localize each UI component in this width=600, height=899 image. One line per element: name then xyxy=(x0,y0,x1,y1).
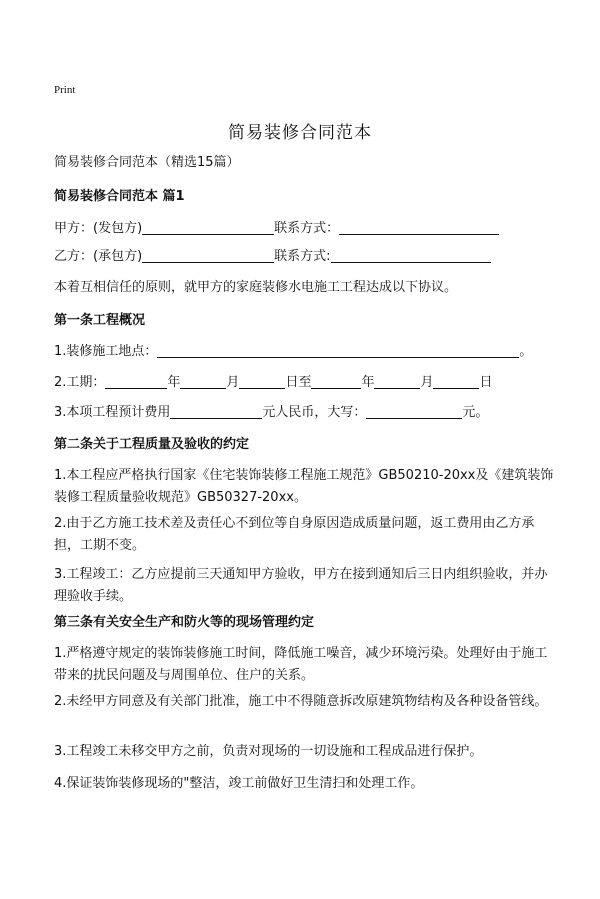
intro-paragraph: 本着互相信任的原则，就甲方的家庭装修水电施工工程达成以下协议。 xyxy=(54,280,458,295)
section1-item1 xyxy=(54,341,532,363)
article-heading: 简易装修合同范本 篇1 xyxy=(54,189,185,204)
end-day-blank xyxy=(433,374,479,389)
party-a-name-blank xyxy=(142,220,274,235)
cost-capital-blank xyxy=(366,404,462,419)
day-label: 日 xyxy=(479,375,493,390)
start-year-blank xyxy=(105,374,167,389)
party-b-name-blank xyxy=(142,248,274,263)
section3-paragraph4: 4.保证装饰装修现场的"整洁，竣工前做好卫生清扫和处理工作。 xyxy=(54,776,424,791)
section1-item3 xyxy=(54,402,488,424)
party-b-contact-label: 联系方式: xyxy=(274,249,331,264)
cost-end: 元。 xyxy=(462,405,489,420)
day-to-label: 日至 xyxy=(285,375,312,390)
start-day-blank xyxy=(239,374,285,389)
section1-item2 xyxy=(54,372,493,394)
party-b-line xyxy=(54,246,491,268)
site-end: 。 xyxy=(519,344,533,359)
section2-paragraph3: 3.工程竣工：乙方应提前三天通知甲方验收，甲方在接到通知后三日内组织验收，并办理验收手续。 xyxy=(54,567,548,604)
start-month-blank xyxy=(180,374,226,389)
cost-amount-blank xyxy=(170,404,262,419)
party-a-label: 甲方：(发包方) xyxy=(54,221,143,236)
section1-heading: 第一条工程概况 xyxy=(54,313,146,328)
party-a-line xyxy=(54,218,499,240)
year-label: 年 xyxy=(167,375,181,390)
party-a-contact-blank xyxy=(339,220,499,235)
party-b-label: 乙方：(承包方) xyxy=(54,249,143,264)
section2-paragraph2: 2.由于乙方施工技术差及责任心不到位等自身原因造成质量问题，返工费用由乙方承担，工期不变。 xyxy=(54,516,535,553)
section2-heading: 第二条关于工程质量及验收的约定 xyxy=(54,437,250,452)
print-label: Print xyxy=(54,84,76,96)
end-year-blank xyxy=(311,374,361,389)
site-label: 1.装修施工地点： xyxy=(54,344,158,359)
end-month-blank xyxy=(374,374,420,389)
duration-label: 2.工期： xyxy=(54,375,106,390)
month-label-2: 月 xyxy=(420,375,434,390)
document-title: 简易装修合同范本 xyxy=(228,123,372,143)
section2-paragraph1: 1.本工程应严格执行国家《住宅装饰装修工程施工规范》GB50210-20xx及《建筑装饰装修工程质量验收规范》GB50327-20xx。 xyxy=(54,468,554,505)
year-label-2: 年 xyxy=(361,375,375,390)
cost-label: 3.本项工程预计费用 xyxy=(54,405,171,420)
section3-heading: 第三条有关安全生产和防火等的现场管理约定 xyxy=(54,615,315,630)
cost-mid: 元人民币，大写： xyxy=(262,405,367,420)
document-subtitle: 简易装修合同范本（精选15篇） xyxy=(54,155,240,170)
section3-paragraph2: 2.未经甲方同意及有关部门批准，施工中不得随意拆改原建筑物结构及各种设备管线。 xyxy=(54,694,548,709)
party-b-contact-blank xyxy=(331,248,491,263)
party-a-contact-label: 联系方式： xyxy=(274,221,340,236)
site-blank xyxy=(157,343,519,358)
month-label: 月 xyxy=(226,375,240,390)
section3-paragraph3: 3.工程竣工未移交甲方之前，负责对现场的一切设施和工程成品进行保护。 xyxy=(54,744,483,759)
section3-paragraph1: 1.严格遵守规定的装饰装修施工时间，降低施工噪音，减少环境污染。处理好由于施工带来的扰民问题及与周围单位、住户的关系。 xyxy=(54,646,548,683)
